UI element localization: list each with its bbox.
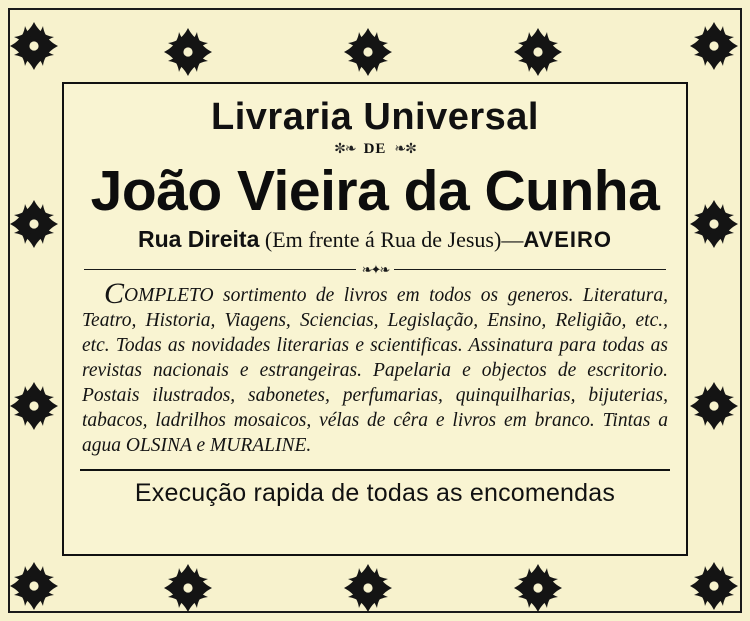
ornament-bottom-center-left — [162, 562, 214, 614]
shop-title: Livraria Universal — [211, 96, 539, 138]
ornament-bottom-left — [8, 560, 60, 612]
body-copy: OMPLETO sortimento de livros em todos os generos. Literatura, Teatro, Historia, Viagens, Sciencias, Legislação, Ensino, Religião, etc., etc. Todas as novidades literarias e scientificas. Assinatura para todas as revistas nacionais e estrangeiras. Papelaria e objectos de escritorio. Postais ilustrados, sabonetes, perfumarias, quinquilharias, bijuterias, tabacos, ladrilhos mosaicos, vélas de cêra e livros em branco. Tintas a agua OLSINA e MURALINE. — [82, 285, 668, 456]
ornament-bottom-center — [342, 562, 394, 614]
ornament-top-right — [688, 20, 740, 72]
divider-rule-left — [84, 269, 356, 270]
ornament-left-upper — [8, 198, 60, 250]
de-label: DE — [363, 141, 387, 157]
de-row — [78, 141, 672, 158]
flourish-right-icon: ❧✼ — [394, 141, 416, 157]
ornament-top-left — [8, 20, 60, 72]
ornament-right-upper — [688, 198, 740, 250]
ornamental-divider — [84, 263, 666, 276]
ornament-bottom-right — [688, 560, 740, 612]
body-dropcap: C — [104, 277, 125, 311]
divider-rule-right — [394, 269, 666, 270]
ornament-top-center-right — [512, 26, 564, 78]
divider-knot-icon: ❧✦❧ — [361, 262, 389, 278]
address-line — [78, 226, 672, 253]
advertisement-inner-box — [62, 82, 688, 556]
owner-name: João Vieira da Cunha — [90, 159, 660, 223]
ornament-right-mid — [688, 380, 740, 432]
ornament-bottom-center-right — [512, 562, 564, 614]
address-street: Rua Direita — [137, 226, 260, 253]
ornament-top-center — [342, 26, 394, 78]
address-city: AVEIRO — [523, 227, 613, 253]
address-parenthetical: (Em frente á Rua de Jesus) — [264, 227, 502, 253]
flourish-left-icon: ✼❧ — [334, 141, 356, 157]
body-paragraph — [82, 277, 668, 459]
footer-text: Execução rapida de todas as encomendas — [134, 478, 616, 507]
address-dash: — — [501, 227, 524, 253]
ornament-top-center-left — [162, 26, 214, 78]
ornament-left-mid — [8, 380, 60, 432]
footer-rule — [80, 469, 670, 471]
